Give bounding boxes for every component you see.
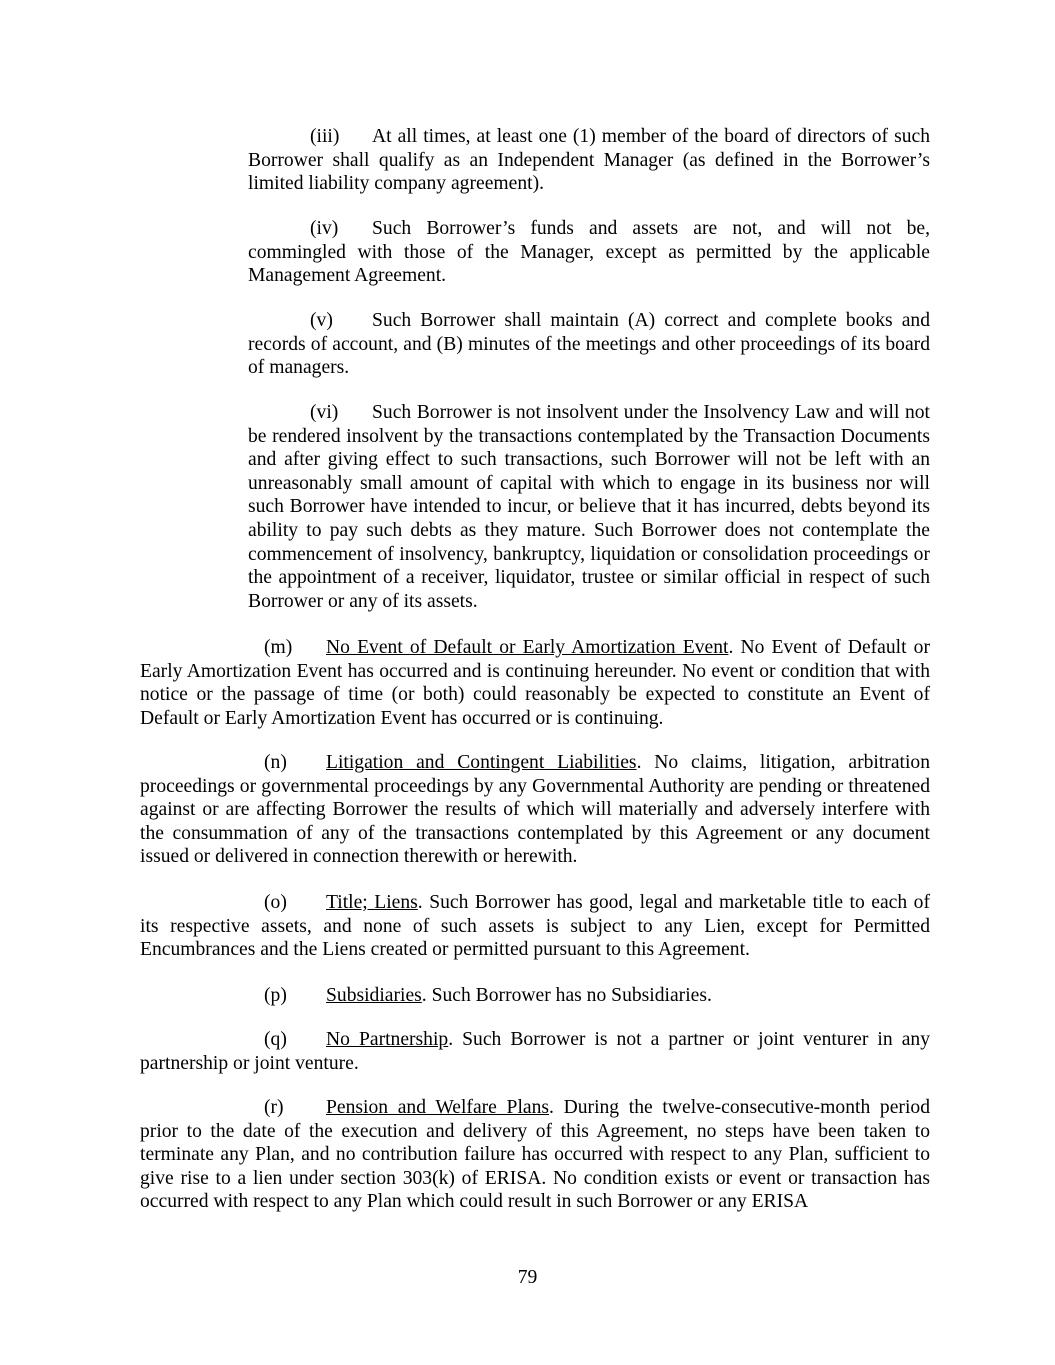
subsection-iv bbox=[248, 217, 930, 288]
section-number: (m) bbox=[264, 637, 293, 658]
subsection-text: At all times, at least one (1) member of the board of directors of such Borrower shall qualify as an Independent Manager (as defined in the Borrower’s limited liability company agreement). bbox=[248, 126, 930, 195]
subsection-number: (v) bbox=[310, 310, 333, 331]
section-number: (n) bbox=[264, 752, 287, 773]
subsection-number: (iii) bbox=[310, 126, 340, 147]
section-heading: No Event of Default or Early Amortization Event bbox=[326, 637, 729, 658]
section-text: . Such Borrower is not a partner or joint venturer in any partnership or joint venture. bbox=[140, 1029, 930, 1074]
section-text: . No claims, litigation, arbitration proceedings or governmental proceedings by any Governmental Authority are pending or threatened against or are affecting Borrower the results of which will materially and adversely interfere with the consummation of any of the transactions contemplated by this Agreement or any document issued or delivered in connection therewith or herewith. bbox=[140, 752, 930, 868]
section-p bbox=[140, 984, 930, 1008]
section-number: (q) bbox=[264, 1029, 287, 1050]
section-heading: Litigation and Contingent Liabilities bbox=[326, 752, 637, 773]
page-number: 79 bbox=[517, 1267, 538, 1288]
subsection-vi bbox=[248, 401, 930, 613]
section-text: . Such Borrower has no Subsidiaries. bbox=[421, 985, 712, 1006]
section-o bbox=[140, 891, 930, 962]
section-heading: No Partnership bbox=[326, 1029, 449, 1050]
subsection-number: (vi) bbox=[310, 402, 339, 423]
section-number: (r) bbox=[264, 1097, 284, 1118]
section-m bbox=[140, 636, 930, 730]
section-text: . Such Borrower has good, legal and marketable title to each of its respective assets, and none of such assets is subject to any Lien, except for Permitted Encumbrances and the Liens created or permitted pursuant to this Agreement. bbox=[140, 892, 930, 961]
subsection-v bbox=[248, 309, 930, 380]
subsection-text: Such Borrower’s funds and assets are not, and will not be, commingled with those of the Manager, except as permitted by the applicable Management Agreement. bbox=[248, 218, 930, 287]
section-text: . During the twelve-consecutive-month period prior to the date of the execution and delivery of this Agreement, no steps have been taken to terminate any Plan, and no contribution failure has occurred with respect to any Plan, sufficient to give rise to a lien under section 303(k) of ERISA. No condition exists or event or transaction has occurred with respect to any Plan which could result in such Borrower or any ERISA bbox=[140, 1097, 930, 1213]
section-number: (o) bbox=[264, 892, 287, 913]
subsection-number: (iv) bbox=[310, 218, 339, 239]
section-number: (p) bbox=[264, 985, 287, 1006]
subsection-text: Such Borrower shall maintain (A) correct and complete books and records of account, and (B) minutes of the meetings and other proceedings of its board of managers. bbox=[248, 310, 930, 379]
section-heading: Pension and Welfare Plans bbox=[326, 1097, 550, 1118]
section-r bbox=[140, 1096, 930, 1214]
section-text: . No Event of Default or Early Amortization Event has occurred and is continuing hereunder. No event or condition that with notice or the passage of time (or both) could reasonably be expected to constitute an Event of Default or Early Amortization Event has occurred or is continuing. bbox=[140, 637, 930, 729]
subsection-text: Such Borrower is not insolvent under the Insolvency Law and will not be rendered insolvent by the transactions contemplated by the Transaction Documents and after giving effect to such transactions, such Borrower will not be left with an unreasonably small amount of capital with which to engage in its business nor will such Borrower have intended to incur, or believe that it has incurred, debts beyond its ability to pay such debts as they mature. Such Borrower does not contemplate the commencement of insolvency, bankruptcy, liquidation or consolidation proceedings or the appointment of a receiver, liquidator, trustee or similar official in respect of such Borrower or any of its assets. bbox=[248, 402, 930, 612]
section-heading: Title; Liens bbox=[326, 892, 418, 913]
section-q bbox=[140, 1028, 930, 1075]
section-n bbox=[140, 751, 930, 869]
subsection-iii bbox=[248, 125, 930, 196]
section-heading: Subsidiaries bbox=[326, 985, 422, 1006]
